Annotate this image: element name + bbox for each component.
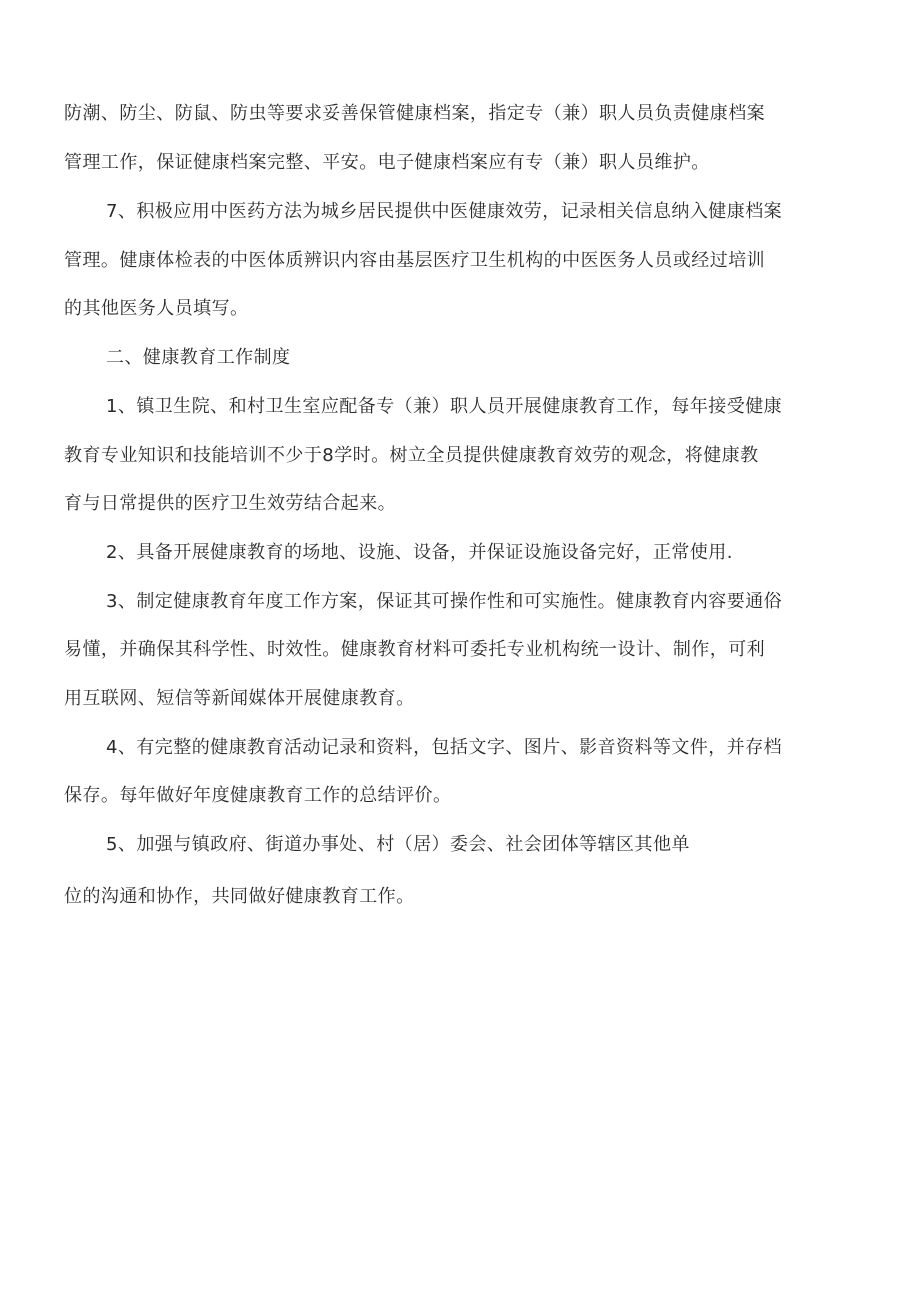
section-heading: 二、健康教育工作制度	[106, 347, 291, 368]
paragraph-item-1: 1、镇卫生院、和村卫生室应配备专（兼）职人员开展健康教育工作，每年接受健康	[106, 396, 783, 417]
text-line: 防潮、防尘、防鼠、防虫等要求妥善保管健康档案，指定专（兼）职人员负责健康档案	[64, 103, 766, 124]
paragraph-item-4: 4、有完整的健康教育活动记录和资料，包括文字、图片、影音资料等文件，并存档	[106, 737, 783, 758]
text-line: 教育专业知识和技能培训不少于8学时。树立全员提供健康教育效劳的观念，将健康教	[64, 445, 759, 466]
text-line: 的其他医务人员填写。	[64, 298, 249, 319]
paragraph-item-7: 7、积极应用中医药方法为城乡居民提供中医健康效劳，记录相关信息纳入健康档案	[106, 201, 783, 222]
text-line: 保存。每年做好年度健康教育工作的总结评价。	[64, 785, 452, 806]
paragraph-item-3: 3、制定健康教育年度工作方案，保证其可操作性和可实施性。健康教育内容要通俗	[106, 591, 783, 612]
paragraph-item-2: 2、具备开展健康教育的场地、设施、设备，并保证设施设备完好，正常使用.	[106, 542, 733, 563]
text-line: 用互联网、短信等新闻媒体开展健康教育。	[64, 688, 415, 709]
text-line: 管理工作，保证健康档案完整、平安。电子健康档案应有专（兼）职人员维护。	[64, 152, 710, 173]
text-line: 管理。健康体检表的中医体质辨识内容由基层医疗卫生机构的中医医务人员或经过培训	[64, 250, 766, 271]
text-line: 易懂，并确保其科学性、时效性。健康教育材料可委托专业机构统一设计、制作，可利	[64, 639, 766, 660]
text-line: 位的沟通和协作，共同做好健康教育工作。	[64, 886, 415, 907]
paragraph-item-5: 5、加强与镇政府、街道办事处、村（居）委会、社会团体等辖区其他单	[106, 834, 690, 855]
text-line: 育与日常提供的医疗卫生效劳结合起来。	[64, 493, 397, 514]
